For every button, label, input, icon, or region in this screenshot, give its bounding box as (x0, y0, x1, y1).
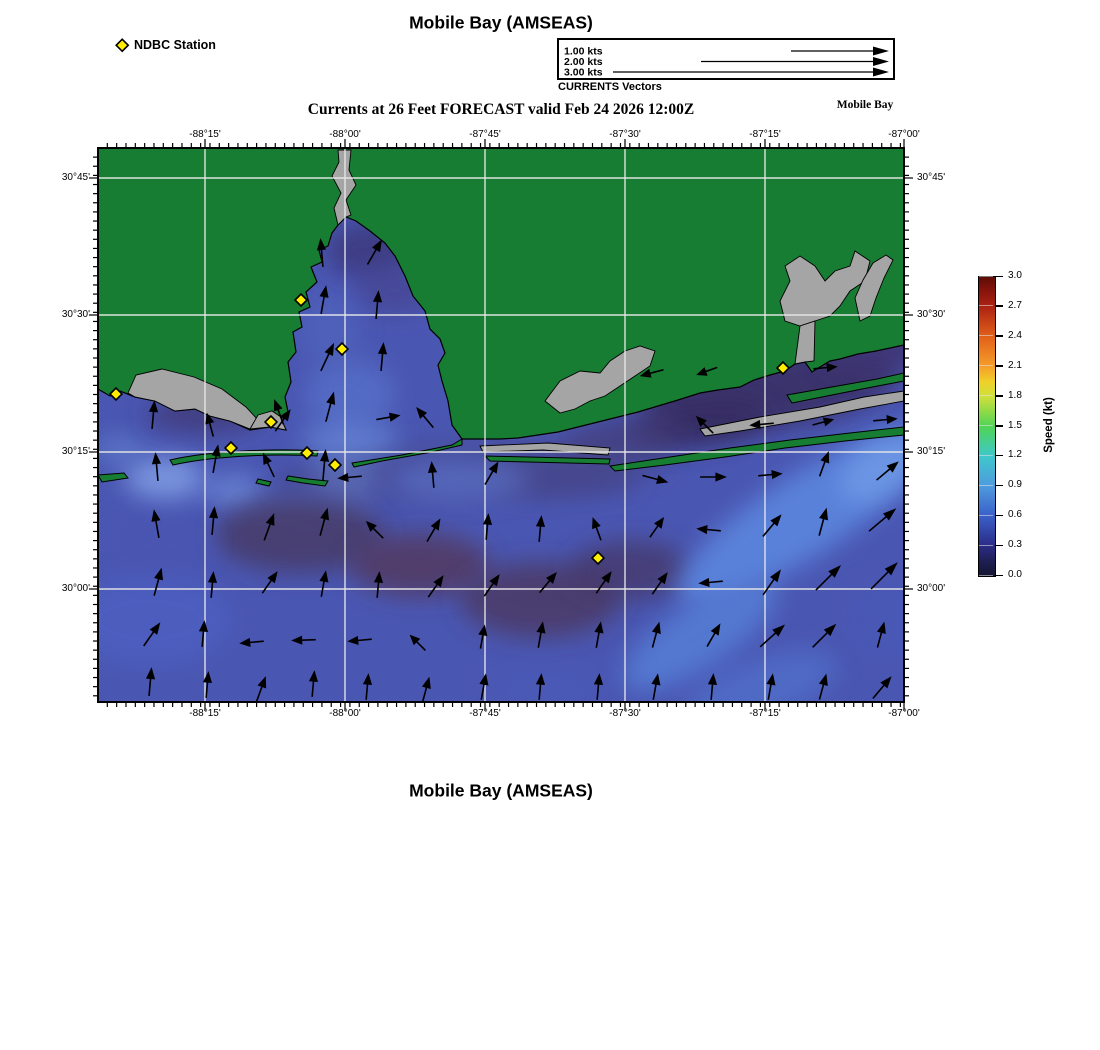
colorbar-tick-label: 2.4 (1008, 329, 1022, 341)
colorbar-tick-line (979, 455, 993, 456)
colorbar-tick-line (979, 485, 993, 486)
top-title: Mobile Bay (AMSEAS) (409, 12, 593, 33)
speed-blob (95, 436, 145, 464)
speed-blob (390, 460, 530, 500)
x-axis-label-top: -88°15' (189, 129, 221, 140)
x-axis-label-bottom: -87°15' (749, 708, 781, 719)
colorbar-tick (996, 485, 1003, 487)
vector-legend-item-label: 3.00 kts (564, 66, 603, 78)
colorbar-tick-label: 0.0 (1008, 569, 1022, 580)
ndbc-legend (113, 36, 216, 54)
speed-blob (570, 540, 690, 600)
colorbar-tick-label: 2.7 (1008, 299, 1022, 311)
x-axis-label-top: -87°30' (609, 129, 641, 140)
colorbar-tick (996, 575, 1003, 577)
colorbar-tick (996, 395, 1003, 397)
forecast-subtitle: Currents at 26 Feet FORECAST valid Feb 24 2026 12:00Z (307, 101, 695, 118)
vector-legend-caption: CURRENTS Vectors (558, 81, 662, 93)
bottom-title: Mobile Bay (AMSEAS) (409, 780, 593, 801)
vector-legend-arrow-head (873, 47, 889, 56)
y-axis-label-left: 30°00' (61, 583, 90, 594)
colorbar-tick-line (979, 365, 993, 366)
x-axis-label-bottom: -87°30' (609, 708, 641, 719)
y-axis-label-left: 30°30' (61, 309, 90, 320)
colorbar-tick-label: 0.3 (1008, 539, 1022, 551)
currents-map (98, 148, 904, 702)
vector-legend-box (557, 38, 895, 80)
colorbar-tick-line (979, 305, 993, 306)
colorbar-tick-label: 3.0 (1008, 270, 1022, 281)
region-label: Mobile Bay (836, 99, 894, 111)
ndbc-legend-label: NDBC Station (134, 38, 216, 52)
colorbar-tick (996, 455, 1003, 457)
vector-legend-arrow-head (873, 68, 889, 77)
colorbar-tick-label: 1.5 (1008, 419, 1022, 431)
y-axis-label-right: 30°30' (917, 309, 946, 320)
x-axis-label-bottom: -88°15' (189, 708, 221, 719)
x-axis-label-top: -88°00' (329, 129, 361, 140)
speed-blob (110, 515, 210, 575)
colorbar-tick-line (979, 335, 993, 336)
vector-legend-item-label: 1.00 kts (564, 45, 603, 58)
colorbar-tick-label: 2.1 (1008, 359, 1022, 371)
colorbar-tick (996, 515, 1003, 517)
colorbar-tick (996, 545, 1003, 547)
speed-blob (125, 456, 205, 500)
ndbc-diamond-icon (113, 36, 131, 54)
speed-colorbar (978, 276, 996, 577)
colorbar-tick (996, 335, 1003, 337)
colorbar-tick-label: 1.8 (1008, 389, 1022, 401)
colorbar-tick-line (979, 515, 993, 516)
colorbar-tick-line (979, 575, 993, 576)
x-axis-label-top: -87°15' (749, 129, 781, 140)
colorbar-axis-label: Speed (kt) (1043, 397, 1055, 453)
y-axis-label-right: 30°00' (917, 583, 946, 594)
x-axis-label-bottom: -88°00' (329, 708, 361, 719)
y-axis-label-right: 30°45' (917, 172, 946, 183)
colorbar-tick-line (979, 276, 993, 277)
x-axis-label-top: -87°00' (888, 129, 920, 140)
colorbar-tick (996, 365, 1003, 367)
vector-legend-arrows (559, 40, 893, 78)
y-axis-label-left: 30°45' (61, 172, 90, 183)
colorbar-tick-label: 1.2 (1008, 449, 1022, 461)
colorbar-tick (996, 425, 1003, 427)
colorbar-tick-label: 0.9 (1008, 479, 1022, 491)
colorbar-tick-line (979, 395, 993, 396)
vector-legend-item-label: 2.00 kts (564, 56, 603, 68)
x-axis-label-bottom: -87°00' (888, 708, 920, 719)
x-axis-label-bottom: -87°45' (469, 708, 501, 719)
speed-blob (485, 665, 605, 715)
y-axis-label-left: 30°15' (61, 446, 90, 457)
colorbar-tick-line (979, 545, 993, 546)
y-axis-label-right: 30°15' (917, 446, 946, 457)
colorbar-tick (996, 305, 1003, 307)
colorbar-tick-label: 0.6 (1008, 509, 1022, 521)
colorbar-tick (996, 276, 1003, 278)
x-axis-label-top: -87°45' (469, 129, 501, 140)
colorbar-tick-line (979, 425, 993, 426)
vector-legend-arrow-head (873, 57, 889, 66)
